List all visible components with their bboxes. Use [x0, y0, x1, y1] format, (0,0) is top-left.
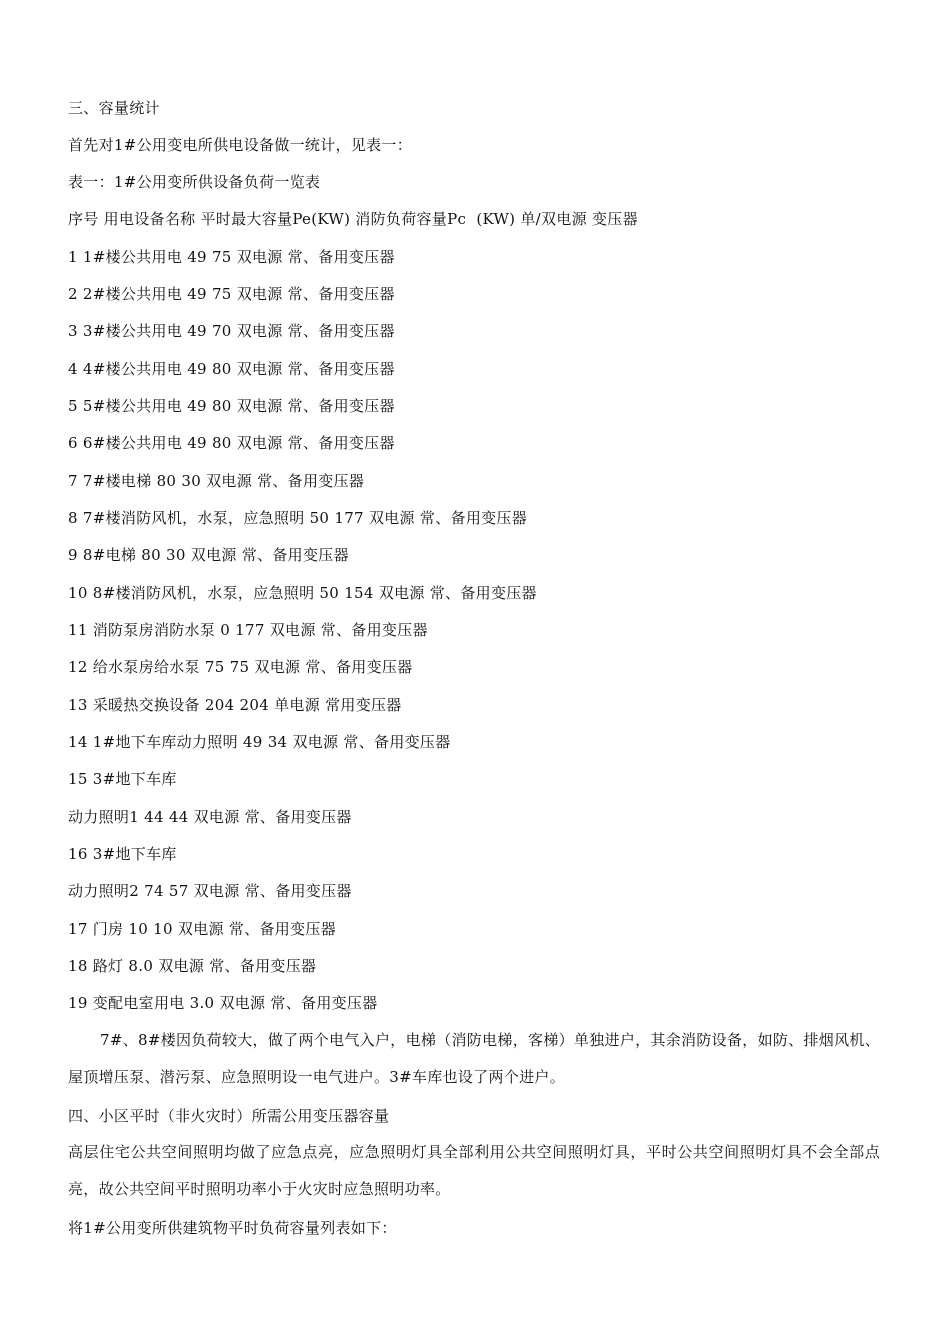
table-row: 6 6#楼公共用电 49 80 双电源 常、备用变压器 [68, 434, 395, 452]
section-4-heading: 四、小区平时（非火灾时）所需公用变压器容量 [68, 1107, 390, 1125]
table-row: 动力照明1 44 44 双电源 常、备用变压器 [68, 808, 352, 826]
table-row: 17 门房 10 10 双电源 常、备用变压器 [68, 920, 337, 938]
table-row: 7 7#楼电梯 80 30 双电源 常、备用变压器 [68, 472, 365, 490]
table-row: 15 3#地下车库 [68, 770, 177, 788]
table-row: 16 3#地下车库 [68, 845, 177, 863]
table-row: 10 8#楼消防风机，水泵，应急照明 50 154 双电源 常、备用变压器 [68, 584, 537, 602]
table-row: 12 给水泵房给水泵 75 75 双电源 常、备用变压器 [68, 658, 413, 676]
table-row: 3 3#楼公共用电 49 70 双电源 常、备用变压器 [68, 322, 395, 340]
table-row: 4 4#楼公共用电 49 80 双电源 常、备用变压器 [68, 360, 395, 378]
table-row: 动力照明2 74 57 双电源 常、备用变压器 [68, 882, 352, 900]
table-row: 11 消防泵房消防水泵 0 177 双电源 常、备用变压器 [68, 621, 428, 639]
table-title: 表一：1#公用变所供设备负荷一览表 [68, 173, 321, 191]
table-row: 18 路灯 8.0 双电源 常、备用变压器 [68, 957, 317, 975]
section-3-note: 7#、8#楼因负荷较大，做了两个电气入户，电梯（消防电梯，客梯）单独进户，其余消防设备，如防、排烟风机、屋顶增压泵、潜污泵、应急照明设一电气进户。3#车库也设了两个进户。 [68, 1031, 880, 1086]
table-row: 14 1#地下车库动力照明 49 34 双电源 常、备用变压器 [68, 733, 451, 751]
section-4-list-intro: 将1#公用变所供建筑物平时负荷容量列表如下： [68, 1219, 397, 1237]
section-3-heading: 三、容量统计 [68, 99, 160, 117]
table-header: 序号 用电设备名称 平时最大容量Pe(KW) 消防负荷容量Pc (KW) 单/双电源 变压器 [68, 210, 638, 228]
table-row: 9 8#电梯 80 30 双电源 常、备用变压器 [68, 546, 349, 564]
table-row: 5 5#楼公共用电 49 80 双电源 常、备用变压器 [68, 397, 395, 415]
section-4-paragraph: 高层住宅公共空间照明均做了应急点亮，应急照明灯具全部利用公共空间照明灯具，平时公共空间照明灯具不会全部点亮，故公共空间平时照明功率小于火灾时应急照明功率。 [68, 1143, 880, 1198]
table-row: 1 1#楼公共用电 49 75 双电源 常、备用变压器 [68, 248, 395, 266]
table-row: 13 采暖热交换设备 204 204 单电源 常用变压器 [68, 696, 402, 714]
table-row: 8 7#楼消防风机，水泵，应急照明 50 177 双电源 常、备用变压器 [68, 509, 528, 527]
table-row: 19 变配电室用电 3.0 双电源 常、备用变压器 [68, 994, 378, 1012]
section-3-intro: 首先对1#公用变电所供电设备做一统计，见表一： [68, 136, 413, 154]
table-row: 2 2#楼公共用电 49 75 双电源 常、备用变压器 [68, 285, 395, 303]
